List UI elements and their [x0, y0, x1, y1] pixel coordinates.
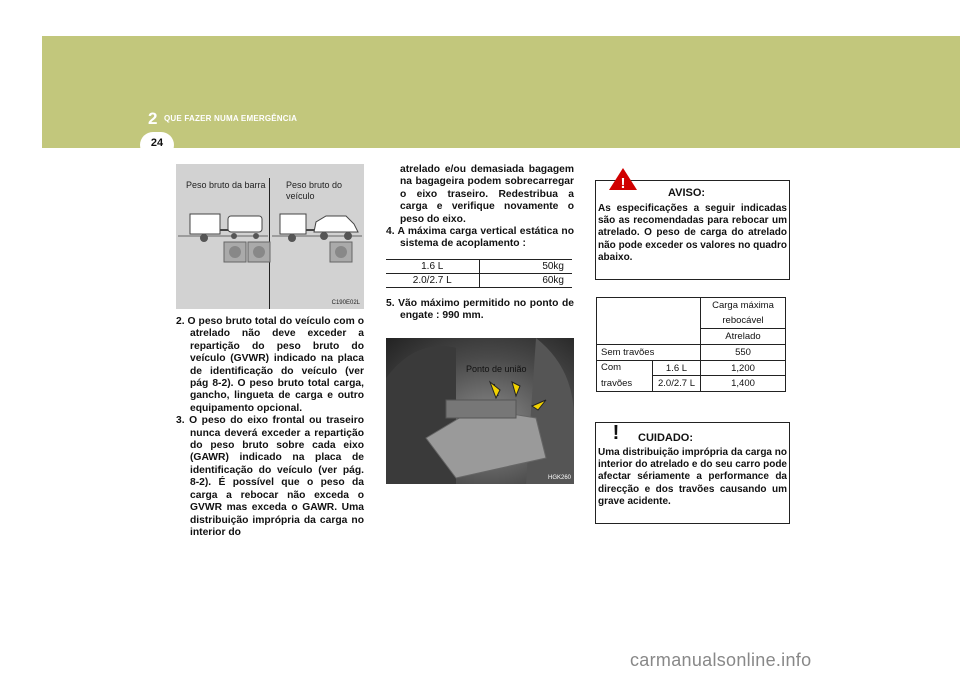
engine-1-6-value: 1,200: [731, 363, 755, 374]
warning-title: AVISO:: [668, 187, 706, 199]
svg-text:!: !: [612, 422, 620, 443]
table-row: [386, 274, 572, 288]
continuation-text: atrelado e/ou demasiada bagagem na bagageira podem sobrecarregar o eixo traseiro. Redestribua a carga e verifique novamente o peso do eixo.: [400, 164, 574, 225]
hitch-photo-illustration: [386, 338, 574, 484]
row-with-brakes-label-a: Com: [601, 362, 622, 373]
value-cell: 50kg: [479, 260, 572, 274]
svg-text:!: !: [620, 175, 626, 191]
tongue-weight-label: Peso bruto da barra: [186, 180, 266, 190]
engine-2-0-label: 2.0/2.7 L: [658, 378, 695, 389]
table-divider: [597, 360, 785, 361]
value-cell: 60kg: [479, 274, 572, 288]
item-4: 4. A máxima carga vertical estática no sistema de acoplamento :: [386, 226, 574, 250]
left-column-text: [176, 316, 364, 539]
row-with-brakes-label-b: travões: [601, 378, 633, 389]
chapter-title: QUE FAZER NUMA EMERGÊNCIA: [164, 114, 298, 123]
warning-text: As especificações a seguir indicadas são as recomendadas para rebocar um atrelado. O peso de carga do atrelado não pode exceder os valores no quadro abaixo.: [598, 203, 787, 263]
engine-1-6-label: 1.6 L: [665, 363, 688, 374]
photo-code: HGK260: [547, 475, 571, 481]
caution-icon: [594, 417, 624, 443]
header-max-load: Carga máxima: [712, 300, 774, 311]
figure-code: C190E02L: [331, 300, 360, 306]
trailer-weighing-illustration: [176, 164, 364, 309]
table-divider: [597, 344, 785, 345]
gross-vehicle-weight-label: Peso bruto do veículo: [286, 180, 343, 201]
engine-cell: 1.6 L: [386, 260, 479, 274]
header-band: [42, 36, 960, 148]
item-5: 5. Vão máximo permitido no ponto de engate : 990 mm.: [386, 298, 574, 322]
towing-load-table: [596, 297, 786, 392]
chapter-number: 2: [148, 109, 158, 128]
caution-text: Uma distribuição imprópria da carga no interior do atrelado e do seu carro pode afectar sériamente a performance da direcção e dos travões causando um grave acidente.: [598, 447, 787, 507]
row-no-brakes-value: 550: [735, 347, 751, 358]
row-no-brakes-label: Sem travões: [601, 347, 655, 358]
item-2: 2. O peso bruto total do veículo com o atrelado não deve exceder a repartição do peso bruto do veículo (GVWR) indicado na placa de identificação do veículo (ver pág 8-2). O peso bruto total carga, gancho, lingueta de carga e outro equipamento opcional.: [176, 316, 364, 414]
engine-2-0-value: 1,400: [731, 378, 755, 389]
coupling-load-table: [386, 259, 572, 288]
engine-cell: 2.0/2.7 L: [386, 274, 479, 288]
caution-box: [595, 422, 790, 524]
page-number: 24: [150, 137, 164, 149]
middle-column-text: [386, 164, 574, 251]
table-divider: [700, 328, 785, 329]
caution-title: CUIDADO:: [638, 432, 693, 444]
watermark: carmanualsonline.info: [630, 650, 812, 670]
table-divider: [652, 375, 785, 376]
table-row: [386, 260, 572, 274]
weight-diagram-figure: [176, 164, 364, 309]
hitch-point-photo: [386, 338, 574, 484]
header-towable: rebocável: [722, 315, 764, 326]
warning-triangle-icon: [608, 167, 638, 191]
warning-box: [595, 175, 790, 280]
header-trailer: Atrelado: [725, 331, 761, 342]
item-3: 3. O peso do eixo frontal ou traseiro nunca deverá exceder a repartição do peso bruto sobre cada eixo (GAWR) indicado na placa de identificação do veículo (ver pág. 8-2). É possível que o peso da carga a rebocar não exceda o GVWR mas exceda o GAWR. Uma distribuição imprópria da carga no interior do: [176, 415, 364, 538]
item-5-block: [386, 298, 574, 323]
coupling-point-label: Ponto de união: [466, 364, 527, 374]
